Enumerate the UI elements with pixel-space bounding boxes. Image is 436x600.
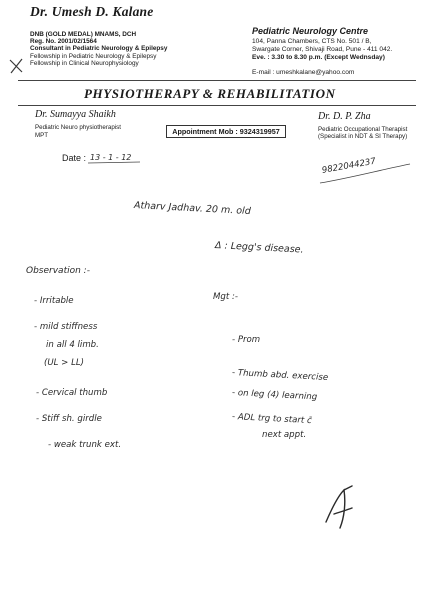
handwritten-phone: 9822044237 — [321, 156, 377, 176]
management-heading: Mgt :- — [213, 292, 238, 302]
centre-address-1: 104, Panna Chambers, CTS No. 501 / B, — [252, 38, 372, 45]
observation-item: (UL > LL) — [44, 358, 85, 368]
observation-heading: Observation :- — [26, 266, 90, 276]
observation-item: in all 4 limb. — [46, 340, 99, 350]
centre-name: Pediatric Neurology Centre — [252, 26, 369, 36]
observation-item: - Stiff sh. girdle — [36, 414, 102, 424]
section-title: PHYSIOTHERAPY & REHABILITATION — [84, 86, 336, 101]
occupational-therapist-name: Dr. D. P. Zha — [318, 111, 371, 122]
occupational-therapist-role: Pediatric Occupational Therapist — [318, 126, 408, 133]
centre-email: E-mail : umeshkalane@yahoo.com — [252, 69, 355, 76]
observation-item: - mild stiffness — [34, 322, 98, 332]
management-item: - on leg (4) learning — [231, 388, 318, 403]
occupational-therapist-spec: (Specialist in NDT & SI Therapy) — [318, 133, 408, 140]
date-label: Date : — [62, 153, 87, 163]
physiotherapist-degree: MPT — [35, 132, 49, 139]
date-underline — [88, 162, 140, 163]
doctor-reg-no: Reg. No. 2001/02/1564 — [30, 38, 97, 45]
signature — [326, 486, 352, 528]
doctor-name: Dr. Umesh D. Kalane — [30, 4, 154, 19]
diagnosis-line: Δ : Legg's disease. — [214, 240, 304, 256]
observation-item: - Cervical thumb — [36, 388, 108, 398]
centre-address-2: Swargate Corner, Shivaji Road, Pune - 411 042. — [252, 46, 393, 53]
management-item: next appt. — [262, 430, 307, 440]
doctor-consultant: Consultant in Pediatric Neurology & Epilepsy — [30, 45, 168, 52]
physiotherapist-name: Dr. Sumayya Shaikh — [35, 109, 116, 120]
doctor-fellowship-2: Fellowship in Clinical Neurophysiology — [30, 60, 139, 67]
observation-item: - weak trunk ext. — [48, 440, 122, 450]
doctor-qualification: DNB (GOLD MEDAL) MNAMS, DCH — [30, 31, 137, 38]
management-item: - Thumb abd. exercise — [231, 368, 329, 384]
centre-hours: Eve. : 3.30 to 8.30 p.m. (Except Wednsday) — [252, 54, 385, 61]
physiotherapist-role: Pediatric Neuro physiotherapist — [35, 124, 121, 131]
management-item: - ADL trg to start c̄ — [231, 412, 312, 427]
appointment-number: Appointment Mob : 9324319957 — [166, 125, 286, 138]
management-item: - Prom — [232, 335, 261, 345]
patient-line: Atharv Jadhav. 20 m. old — [133, 200, 252, 218]
doctor-fellowship-1: Fellowship in Pediatric Neurology & Epilepsy — [30, 53, 157, 60]
handwritten-date: 13 - 1 - 12 — [90, 153, 132, 162]
cross-mark — [10, 59, 22, 73]
phone-underline — [320, 164, 410, 183]
observation-item: - Irritable — [34, 296, 74, 306]
